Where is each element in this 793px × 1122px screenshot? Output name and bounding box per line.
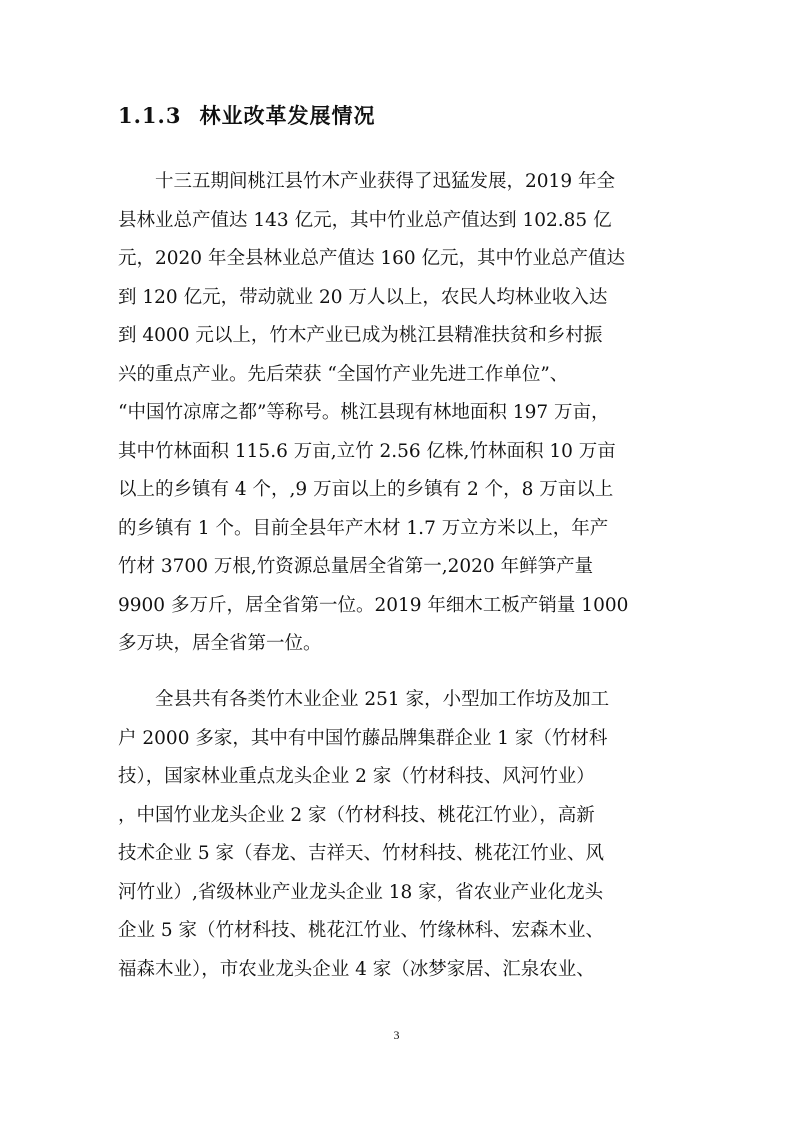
paragraph-line: 河竹业）,省级林业产业龙头企业 18 家，省农业产业化龙头 bbox=[118, 881, 604, 903]
section-title: 林业改革发展情况 bbox=[199, 103, 376, 128]
paragraph-line: 9900 多万斤，居全省第一位。2019 年细木工板产销量 1000 bbox=[118, 594, 629, 616]
paragraph-line: 企业 5 家（竹材科技、桃花江竹业、竹缘林科、宏森木业、 bbox=[118, 920, 605, 941]
section-heading bbox=[118, 100, 375, 130]
paragraph-line: 十三五期间桃江县竹木产业获得了迅猛发展，2019 年全 bbox=[155, 171, 615, 192]
paragraph-line: 户 2000 多家，其中有中国竹藤品牌集群企业 1 家（竹材科 bbox=[118, 727, 608, 749]
section-number: 1.1.3 bbox=[118, 103, 182, 128]
paragraph-line: 全县共有各类竹木业企业 251 家，小型加工作坊及加工 bbox=[155, 689, 610, 710]
paragraph-line: 技），国家林业重点龙头企业 2 家（竹材科技、风河竹业） bbox=[118, 766, 595, 787]
paragraph-line: 兴的重点产业。先后荣获 “全国竹产业先进工作单位”、 bbox=[118, 363, 569, 385]
paragraph-line: 到 4000 元以上，竹木产业已成为桃江县精准扶贫和乡村振 bbox=[118, 325, 603, 346]
paragraph-line: 元，2020 年全县林业总产值达 160 亿元，其中竹业总产值达 bbox=[118, 248, 626, 269]
paragraph-line: 以上的乡镇有 4 个，,9 万亩以上的乡镇有 2 个，8 万亩以上 bbox=[118, 479, 614, 500]
paragraph-line: 县林业总产值达 143 亿元，其中竹业总产值达到 102.85 亿 bbox=[118, 209, 612, 231]
paragraph-line: 多万块，居全省第一位。 bbox=[118, 633, 322, 654]
paragraph-line: 技术企业 5 家（春龙、吉祥天、竹材科技、桃花江竹业、风 bbox=[118, 843, 605, 864]
paragraph-line: “中国竹凉席之都”等称号。桃江县现有林地面积 197 万亩， bbox=[118, 402, 610, 423]
paragraph-line: ，中国竹业龙头企业 2 家（竹材科技、桃花江竹业），高新 bbox=[118, 804, 595, 826]
paragraph-line: 其中竹林面积 115.6 万亩,立竹 2.56 亿株,竹林面积 10 万亩 bbox=[118, 440, 616, 462]
paragraph-line: 福森木业），市农业龙头企业 4 家（冰梦家居、汇泉农业、 bbox=[118, 958, 595, 980]
page-number: 3 bbox=[393, 1028, 400, 1042]
paragraph-2 bbox=[118, 681, 678, 989]
paragraph-line: 的乡镇有 1 个。目前全县年产木材 1.7 万立方米以上，年产 bbox=[118, 517, 609, 539]
paragraph-line: 到 120 亿元，带动就业 20 万人以上，农民人均林业收入达 bbox=[118, 286, 608, 308]
paragraph-line: 竹材 3700 万根,竹资源总量居全省第一,2020 年鲜笋产量 bbox=[118, 556, 594, 577]
paragraph-1 bbox=[118, 163, 678, 664]
